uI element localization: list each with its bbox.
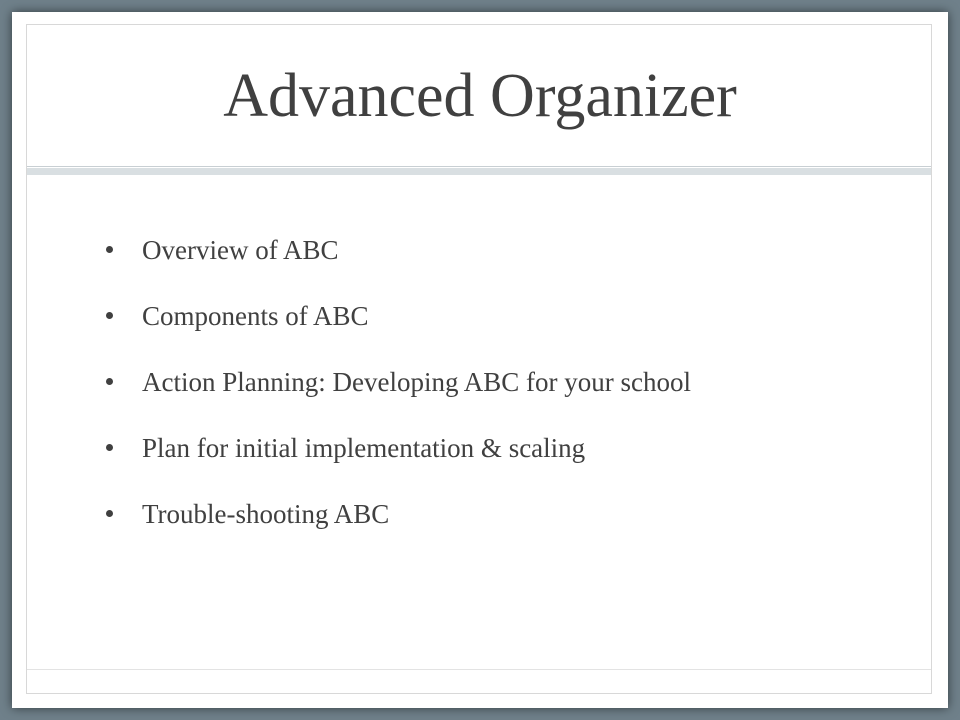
title-divider bbox=[27, 168, 931, 175]
bullet-dot-icon bbox=[106, 510, 113, 517]
footer-divider bbox=[27, 669, 931, 670]
bullet-text: Plan for initial implementation & scaling bbox=[142, 433, 586, 463]
bullet-item-trouble-shooting bbox=[102, 498, 691, 564]
bullet-text: Overview of ABC bbox=[142, 235, 339, 265]
bullet-item-components bbox=[102, 300, 691, 366]
slide bbox=[12, 12, 948, 708]
bullet-text: Action Planning: Developing ABC for your school bbox=[142, 367, 691, 397]
bullet-text: Components of ABC bbox=[142, 301, 369, 331]
bullet-text: Trouble-shooting ABC bbox=[142, 499, 390, 529]
bullet-dot-icon bbox=[106, 312, 113, 319]
bullet-dot-icon bbox=[106, 444, 113, 451]
bullet-item-action-planning bbox=[102, 366, 691, 432]
slide-title: Advanced Organizer bbox=[223, 62, 737, 130]
bullet-item-overview bbox=[102, 234, 691, 300]
bullet-list bbox=[102, 234, 691, 564]
bullet-dot-icon bbox=[106, 378, 113, 385]
title-rule-line bbox=[27, 166, 931, 167]
bullet-dot-icon bbox=[106, 246, 113, 253]
bullet-item-plan bbox=[102, 432, 691, 498]
